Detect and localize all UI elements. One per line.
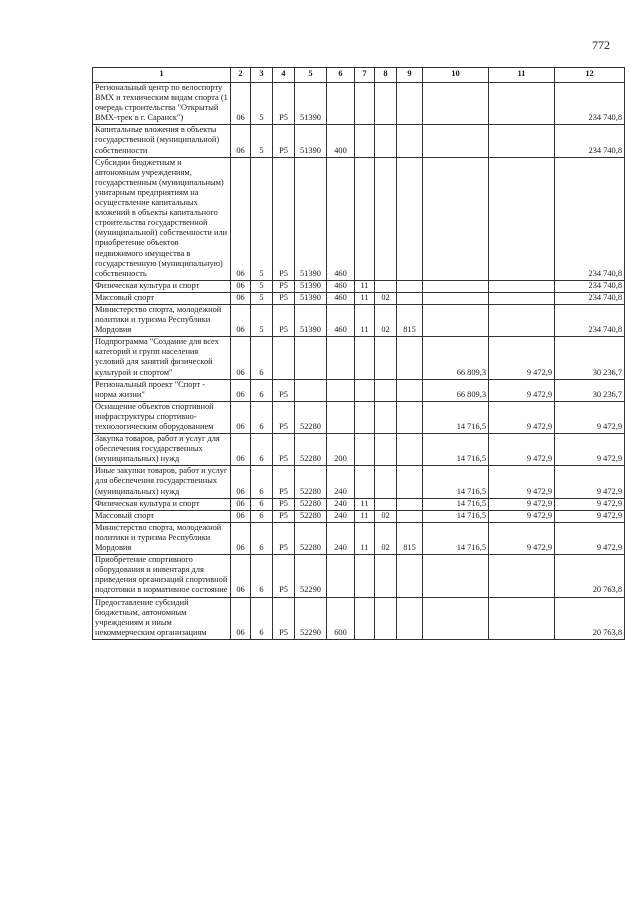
ministry-code-cell <box>397 83 423 125</box>
division-cell: 11 <box>355 280 375 292</box>
table-row <box>93 280 625 292</box>
expense-type-cell: 240 <box>327 498 355 510</box>
amount-col10-cell: 14 716,5 <box>423 466 489 498</box>
ministry-code-cell <box>397 280 423 292</box>
target-code-cell: 51390 <box>295 157 327 280</box>
subsection-code-cell: 6 <box>251 337 273 379</box>
division-cell <box>355 337 375 379</box>
row-name-cell: Министерство спорта, молодежной политики и туризма Республики Мордовия <box>93 522 231 554</box>
row-name-cell: Закупка товаров, работ и услуг для обеспечения государственных (муниципальных) нужд <box>93 434 231 466</box>
subsection-code-cell: 6 <box>251 498 273 510</box>
amount-col11-cell <box>489 292 555 304</box>
target-code-cell: 52280 <box>295 466 327 498</box>
row-name-cell: Региональный центр по велоспорту ВМХ и техническим видам спорта (1 очередь строительства "Открытый ВМХ-трек в г. Саранск") <box>93 83 231 125</box>
target-code-cell: 52280 <box>295 434 327 466</box>
amount-col12-cell: 234 740,8 <box>555 280 625 292</box>
subsection-code-cell: 5 <box>251 157 273 280</box>
section-code-cell: 06 <box>231 466 251 498</box>
column-header: 12 <box>555 68 625 83</box>
amount-col12-cell: 234 740,8 <box>555 304 625 336</box>
column-header: 9 <box>397 68 423 83</box>
subdivision-cell <box>375 597 397 639</box>
amount-col11-cell <box>489 555 555 597</box>
amount-col11-cell <box>489 280 555 292</box>
table-row <box>93 337 625 379</box>
section-code-cell: 06 <box>231 304 251 336</box>
column-header: 5 <box>295 68 327 83</box>
expense-type-cell: 400 <box>327 125 355 157</box>
ministry-code-cell <box>397 510 423 522</box>
table-row <box>93 379 625 401</box>
amount-col11-cell <box>489 157 555 280</box>
section-code-cell: 06 <box>231 522 251 554</box>
expense-type-cell: 240 <box>327 522 355 554</box>
project-code-cell: P5 <box>273 125 295 157</box>
expense-type-cell <box>327 401 355 433</box>
expense-type-cell: 240 <box>327 510 355 522</box>
subsection-code-cell: 6 <box>251 555 273 597</box>
ministry-code-cell <box>397 292 423 304</box>
section-code-cell: 06 <box>231 83 251 125</box>
amount-col10-cell <box>423 83 489 125</box>
amount-col10-cell <box>423 555 489 597</box>
table-row <box>93 510 625 522</box>
project-code-cell: P5 <box>273 555 295 597</box>
subsection-code-cell: 5 <box>251 125 273 157</box>
subsection-code-cell: 6 <box>251 510 273 522</box>
table-row <box>93 125 625 157</box>
table-row <box>93 157 625 280</box>
table-row <box>93 434 625 466</box>
subdivision-cell <box>375 157 397 280</box>
project-code-cell: P5 <box>273 157 295 280</box>
subsection-code-cell: 6 <box>251 434 273 466</box>
row-name-cell: Приобретение спортивного оборудования и инвентаря для приведения организаций спортивной подготовки в нормативное состояние <box>93 555 231 597</box>
subsection-code-cell: 5 <box>251 83 273 125</box>
amount-col11-cell: 9 472,9 <box>489 337 555 379</box>
project-code-cell <box>273 337 295 379</box>
subdivision-cell: 02 <box>375 304 397 336</box>
expense-type-cell: 240 <box>327 466 355 498</box>
amount-col10-cell <box>423 125 489 157</box>
subdivision-cell <box>375 337 397 379</box>
amount-col10-cell <box>423 597 489 639</box>
division-cell: 11 <box>355 522 375 554</box>
table-row <box>93 522 625 554</box>
column-header: 10 <box>423 68 489 83</box>
target-code-cell: 52280 <box>295 498 327 510</box>
row-name-cell: Оснащение объектов спортивной инфраструктуры спортивно-технологическим оборудованием <box>93 401 231 433</box>
column-header: 2 <box>231 68 251 83</box>
target-code-cell: 51390 <box>295 292 327 304</box>
division-cell: 11 <box>355 292 375 304</box>
table-row <box>93 401 625 433</box>
project-code-cell: P5 <box>273 401 295 433</box>
section-code-cell: 06 <box>231 292 251 304</box>
row-name-cell: Субсидии бюджетным и автономным учреждениям, государственным (муниципальным) унитарным предприятиям на осуществление капитальных вложений в объекты капитального строительства государственной (муниципальной) собственности или приобретение объектов недвижимого имущества в государственную (муниципальную) собственность <box>93 157 231 280</box>
ministry-code-cell: 815 <box>397 522 423 554</box>
amount-col12-cell: 30 236,7 <box>555 379 625 401</box>
subdivision-cell <box>375 125 397 157</box>
subdivision-cell: 02 <box>375 522 397 554</box>
ministry-code-cell <box>397 498 423 510</box>
expense-type-cell: 460 <box>327 292 355 304</box>
section-code-cell: 06 <box>231 555 251 597</box>
ministry-code-cell <box>397 597 423 639</box>
amount-col11-cell: 9 472,9 <box>489 401 555 433</box>
section-code-cell: 06 <box>231 379 251 401</box>
amount-col10-cell: 14 716,5 <box>423 434 489 466</box>
section-code-cell: 06 <box>231 434 251 466</box>
division-cell <box>355 157 375 280</box>
subsection-code-cell: 6 <box>251 379 273 401</box>
amount-col12-cell: 234 740,8 <box>555 125 625 157</box>
table-row <box>93 292 625 304</box>
column-header: 4 <box>273 68 295 83</box>
project-code-cell: P5 <box>273 522 295 554</box>
expense-type-cell <box>327 337 355 379</box>
amount-col12-cell: 20 763,8 <box>555 597 625 639</box>
project-code-cell: P5 <box>273 379 295 401</box>
amount-col12-cell: 9 472,9 <box>555 510 625 522</box>
expense-type-cell: 460 <box>327 304 355 336</box>
amount-col11-cell <box>489 83 555 125</box>
amount-col11-cell: 9 472,9 <box>489 466 555 498</box>
row-name-cell: Физическая культура и спорт <box>93 498 231 510</box>
subsection-code-cell: 6 <box>251 597 273 639</box>
target-code-cell <box>295 337 327 379</box>
table-row <box>93 466 625 498</box>
project-code-cell: P5 <box>273 498 295 510</box>
target-code-cell: 52280 <box>295 401 327 433</box>
subdivision-cell <box>375 379 397 401</box>
expense-type-cell: 200 <box>327 434 355 466</box>
amount-col11-cell: 9 472,9 <box>489 510 555 522</box>
column-header: 8 <box>375 68 397 83</box>
target-code-cell: 52290 <box>295 597 327 639</box>
project-code-cell: P5 <box>273 466 295 498</box>
ministry-code-cell <box>397 401 423 433</box>
division-cell <box>355 597 375 639</box>
target-code-cell <box>295 379 327 401</box>
row-name-cell: Массовый спорт <box>93 292 231 304</box>
subdivision-cell: 02 <box>375 292 397 304</box>
ministry-code-cell <box>397 125 423 157</box>
project-code-cell: P5 <box>273 597 295 639</box>
amount-col10-cell: 14 716,5 <box>423 510 489 522</box>
ministry-code-cell <box>397 466 423 498</box>
subsection-code-cell: 5 <box>251 292 273 304</box>
ministry-code-cell <box>397 337 423 379</box>
amount-col12-cell: 30 236,7 <box>555 337 625 379</box>
section-code-cell: 06 <box>231 498 251 510</box>
row-name-cell: Предоставление субсидий бюджетным, автономным учреждениям и иным некоммерческим организациям <box>93 597 231 639</box>
subdivision-cell <box>375 498 397 510</box>
row-name-cell: Министерство спорта, молодежной политики и туризма Республики Мордовия <box>93 304 231 336</box>
expense-type-cell: 600 <box>327 597 355 639</box>
table-row <box>93 498 625 510</box>
ministry-code-cell: 815 <box>397 304 423 336</box>
amount-col10-cell: 14 716,5 <box>423 498 489 510</box>
subdivision-cell <box>375 280 397 292</box>
amount-col12-cell: 234 740,8 <box>555 157 625 280</box>
expense-type-cell: 460 <box>327 280 355 292</box>
amount-col12-cell: 20 763,8 <box>555 555 625 597</box>
budget-table <box>92 67 625 640</box>
column-header: 1 <box>93 68 231 83</box>
amount-col11-cell: 9 472,9 <box>489 498 555 510</box>
division-cell: 11 <box>355 498 375 510</box>
division-cell <box>355 379 375 401</box>
amount-col12-cell: 9 472,9 <box>555 466 625 498</box>
target-code-cell: 51390 <box>295 125 327 157</box>
amount-col12-cell: 9 472,9 <box>555 522 625 554</box>
subdivision-cell <box>375 401 397 433</box>
division-cell <box>355 125 375 157</box>
section-code-cell: 06 <box>231 510 251 522</box>
project-code-cell: P5 <box>273 292 295 304</box>
amount-col10-cell <box>423 157 489 280</box>
ministry-code-cell <box>397 157 423 280</box>
row-name-cell: Физическая культура и спорт <box>93 280 231 292</box>
row-name-cell: Массовый спорт <box>93 510 231 522</box>
amount-col11-cell <box>489 597 555 639</box>
project-code-cell: P5 <box>273 304 295 336</box>
amount-col10-cell <box>423 304 489 336</box>
column-header: 3 <box>251 68 273 83</box>
division-cell: 11 <box>355 510 375 522</box>
table-row <box>93 304 625 336</box>
expense-type-cell <box>327 555 355 597</box>
section-code-cell: 06 <box>231 337 251 379</box>
amount-col11-cell: 9 472,9 <box>489 434 555 466</box>
division-cell <box>355 401 375 433</box>
table-body <box>93 83 625 640</box>
amount-col12-cell: 9 472,9 <box>555 401 625 433</box>
target-code-cell: 52280 <box>295 510 327 522</box>
row-name-cell: Региональный проект "Спорт - норма жизни" <box>93 379 231 401</box>
amount-col12-cell: 234 740,8 <box>555 292 625 304</box>
subsection-code-cell: 6 <box>251 466 273 498</box>
subsection-code-cell: 5 <box>251 304 273 336</box>
subdivision-cell <box>375 434 397 466</box>
table-row <box>93 555 625 597</box>
subsection-code-cell: 5 <box>251 280 273 292</box>
column-header: 6 <box>327 68 355 83</box>
division-cell <box>355 434 375 466</box>
target-code-cell: 51390 <box>295 83 327 125</box>
page-number: 772 <box>592 38 610 52</box>
subdivision-cell: 02 <box>375 510 397 522</box>
target-code-cell: 51390 <box>295 304 327 336</box>
subsection-code-cell: 6 <box>251 522 273 554</box>
subdivision-cell <box>375 466 397 498</box>
division-cell <box>355 555 375 597</box>
amount-col12-cell: 9 472,9 <box>555 434 625 466</box>
ministry-code-cell <box>397 555 423 597</box>
amount-col11-cell <box>489 125 555 157</box>
amount-col11-cell: 9 472,9 <box>489 522 555 554</box>
division-cell <box>355 466 375 498</box>
amount-col10-cell <box>423 280 489 292</box>
section-code-cell: 06 <box>231 125 251 157</box>
row-name-cell: Подпрограмма "Создание для всех категорий и групп населения условий для занятий физической культурой и спортом" <box>93 337 231 379</box>
project-code-cell: P5 <box>273 83 295 125</box>
amount-col11-cell <box>489 304 555 336</box>
row-name-cell: Капитальные вложения в объекты государственной (муниципальной) собственности <box>93 125 231 157</box>
section-code-cell: 06 <box>231 157 251 280</box>
division-cell: 11 <box>355 304 375 336</box>
division-cell <box>355 83 375 125</box>
subdivision-cell <box>375 83 397 125</box>
target-code-cell: 52280 <box>295 522 327 554</box>
subdivision-cell <box>375 555 397 597</box>
section-code-cell: 06 <box>231 280 251 292</box>
target-code-cell: 52290 <box>295 555 327 597</box>
table-row <box>93 597 625 639</box>
subsection-code-cell: 6 <box>251 401 273 433</box>
amount-col10-cell: 66 809,3 <box>423 379 489 401</box>
target-code-cell: 51390 <box>295 280 327 292</box>
amount-col11-cell: 9 472,9 <box>489 379 555 401</box>
table-row <box>93 83 625 125</box>
column-header: 7 <box>355 68 375 83</box>
section-code-cell: 06 <box>231 401 251 433</box>
amount-col12-cell: 234 740,8 <box>555 83 625 125</box>
column-header: 11 <box>489 68 555 83</box>
expense-type-cell: 460 <box>327 157 355 280</box>
amount-col10-cell: 66 809,3 <box>423 337 489 379</box>
amount-col10-cell <box>423 292 489 304</box>
amount-col10-cell: 14 716,5 <box>423 522 489 554</box>
amount-col10-cell: 14 716,5 <box>423 401 489 433</box>
table-header-row <box>93 68 625 83</box>
ministry-code-cell <box>397 379 423 401</box>
section-code-cell: 06 <box>231 597 251 639</box>
project-code-cell: P5 <box>273 434 295 466</box>
expense-type-cell <box>327 379 355 401</box>
expense-type-cell <box>327 83 355 125</box>
row-name-cell: Иные закупки товаров, работ и услуг для обеспечения государственных (муниципальных) нужд <box>93 466 231 498</box>
project-code-cell: P5 <box>273 510 295 522</box>
project-code-cell: P5 <box>273 280 295 292</box>
ministry-code-cell <box>397 434 423 466</box>
amount-col12-cell: 9 472,9 <box>555 498 625 510</box>
